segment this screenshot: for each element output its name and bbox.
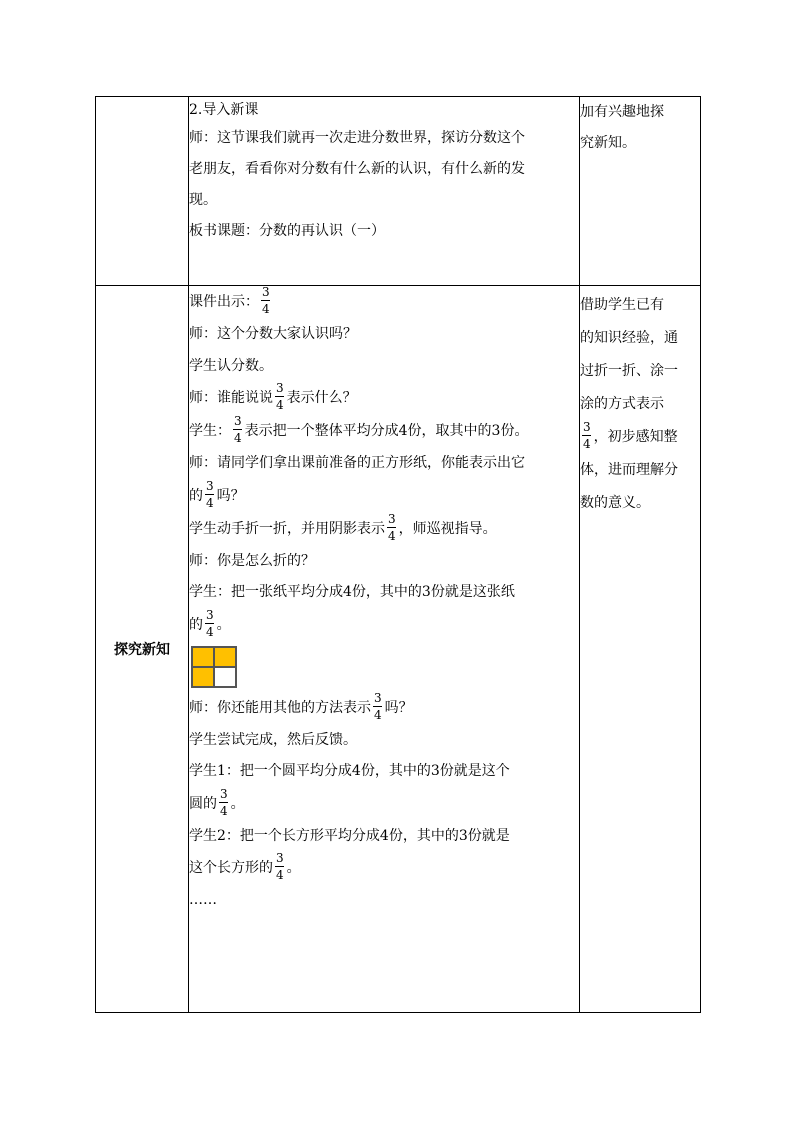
explore-row bbox=[96, 286, 701, 1013]
teacher-how-line: 师：你是怎么折的？ bbox=[189, 552, 315, 569]
student-reads-line: 学生认分数。 bbox=[189, 357, 273, 374]
shaded-part bbox=[192, 647, 214, 667]
intro-board-title: 板书课题：分数的再认识（一） bbox=[189, 223, 385, 239]
explore-note-line-2: 的知识经验，通 bbox=[580, 330, 678, 346]
explore-note-line-1: 借助学生已有 bbox=[580, 297, 664, 313]
intro-heading: 2.导入新课 bbox=[189, 102, 259, 118]
student-meaning-line: 学生： $\frac{3}{4}$ 表示把一个整体平均分成4份，取其中的3份。 bbox=[189, 414, 529, 445]
explore-note-line-4: 涂的方式表示 bbox=[580, 396, 664, 412]
explore-content-cell bbox=[189, 286, 580, 1013]
student2-line: 学生2：把一个长方形平均分成4份，其中的3份就是 bbox=[189, 827, 510, 844]
fraction-three-quarters: $\frac{3}{4}$ bbox=[206, 478, 214, 510]
unshaded-part bbox=[214, 667, 236, 687]
fraction-three-quarters: $\frac{3}{4}$ bbox=[276, 381, 284, 412]
explore-stage-cell bbox=[96, 286, 189, 1013]
explore-note-line-7: 数的意义。 bbox=[580, 495, 650, 511]
intro-teacher-line-2: 老朋友，看看你对分数有什么新的认识，有什么新的发 bbox=[189, 161, 525, 177]
teacher-paper-line-2: 的 $\frac{3}{4}$ 吗？ bbox=[189, 478, 245, 510]
intro-teacher-line-3: 现。 bbox=[189, 192, 217, 208]
student1-line-2: 圆的 $\frac{3}{4}$ 。 bbox=[189, 786, 245, 818]
stage-label: 探究新知 bbox=[114, 642, 170, 658]
explore-note-line-3: 过折一折、涂一 bbox=[580, 363, 678, 379]
intro-note-cell bbox=[580, 97, 701, 286]
intro-content-cell bbox=[189, 97, 580, 286]
folded-square-figure bbox=[189, 642, 579, 692]
intro-note-line-1: 加有兴趣地探 bbox=[580, 104, 664, 120]
teacher-meaning-line: 师：谁能说说 $\frac{3}{4}$ 表示什么？ bbox=[189, 381, 357, 412]
fraction-three-quarters: $\frac{3}{4}$ bbox=[206, 607, 214, 639]
explore-note-line-6: 体，进而理解分 bbox=[580, 462, 678, 478]
fraction-three-quarters: $\frac{3}{4}$ bbox=[583, 420, 591, 451]
ellipsis-line: …… bbox=[189, 892, 217, 908]
student-try-line: 学生尝试完成，然后反馈。 bbox=[189, 731, 357, 748]
intro-note-line-2: 究新知。 bbox=[580, 135, 636, 151]
shaded-square-grid bbox=[191, 646, 237, 688]
teacher-paper-line: 师：请同学们拿出课前准备的正方形纸，你能表示出它 bbox=[189, 455, 525, 471]
student2-line-2: 这个长方形的 $\frac{3}{4}$ 。 bbox=[189, 851, 301, 882]
intro-teacher-line-1: 师：这节课我们就再一次走进分数世界，探访分数这个 bbox=[189, 130, 525, 146]
fraction-three-quarters: $\frac{3}{4}$ bbox=[276, 851, 284, 882]
fraction-three-quarters: $\frac{3}{4}$ bbox=[388, 511, 396, 543]
lesson-plan-table bbox=[95, 96, 701, 1013]
student-fold-line: 学生动手折一折，并用阴影表示 $\frac{3}{4}$ ，师巡视指导。 bbox=[189, 511, 497, 543]
courseware-line: 课件出示： $\frac{3}{4}$ bbox=[189, 285, 270, 316]
fraction-three-quarters: $\frac{3}{4}$ bbox=[374, 690, 382, 722]
intro-row bbox=[96, 97, 701, 286]
fraction-three-quarters: $\frac{3}{4}$ bbox=[220, 786, 228, 818]
student-paper-answer-line: 学生：把一张纸平均分成4份，其中的3份就是这张纸 bbox=[189, 584, 515, 600]
explore-note-cell bbox=[580, 286, 701, 1013]
teacher-question-line: 师：这个分数大家认识吗？ bbox=[189, 326, 357, 342]
shaded-part bbox=[192, 667, 214, 687]
explore-note-line-5: $\frac{3}{4}$ ，初步感知整 bbox=[583, 420, 678, 451]
fraction-three-quarters: $\frac{3}{4}$ bbox=[262, 285, 270, 316]
student1-line: 学生1：把一个圆平均分成4份，其中的3份就是这个 bbox=[189, 763, 510, 779]
shaded-part bbox=[214, 647, 236, 667]
intro-stage-cell bbox=[96, 97, 189, 286]
fraction-three-quarters: $\frac{3}{4}$ bbox=[234, 414, 242, 445]
teacher-other-method-line: 师：你还能用其他的方法表示 $\frac{3}{4}$ 吗？ bbox=[189, 690, 413, 722]
student-paper-answer-line-2: 的 $\frac{3}{4}$ 。 bbox=[189, 607, 231, 639]
